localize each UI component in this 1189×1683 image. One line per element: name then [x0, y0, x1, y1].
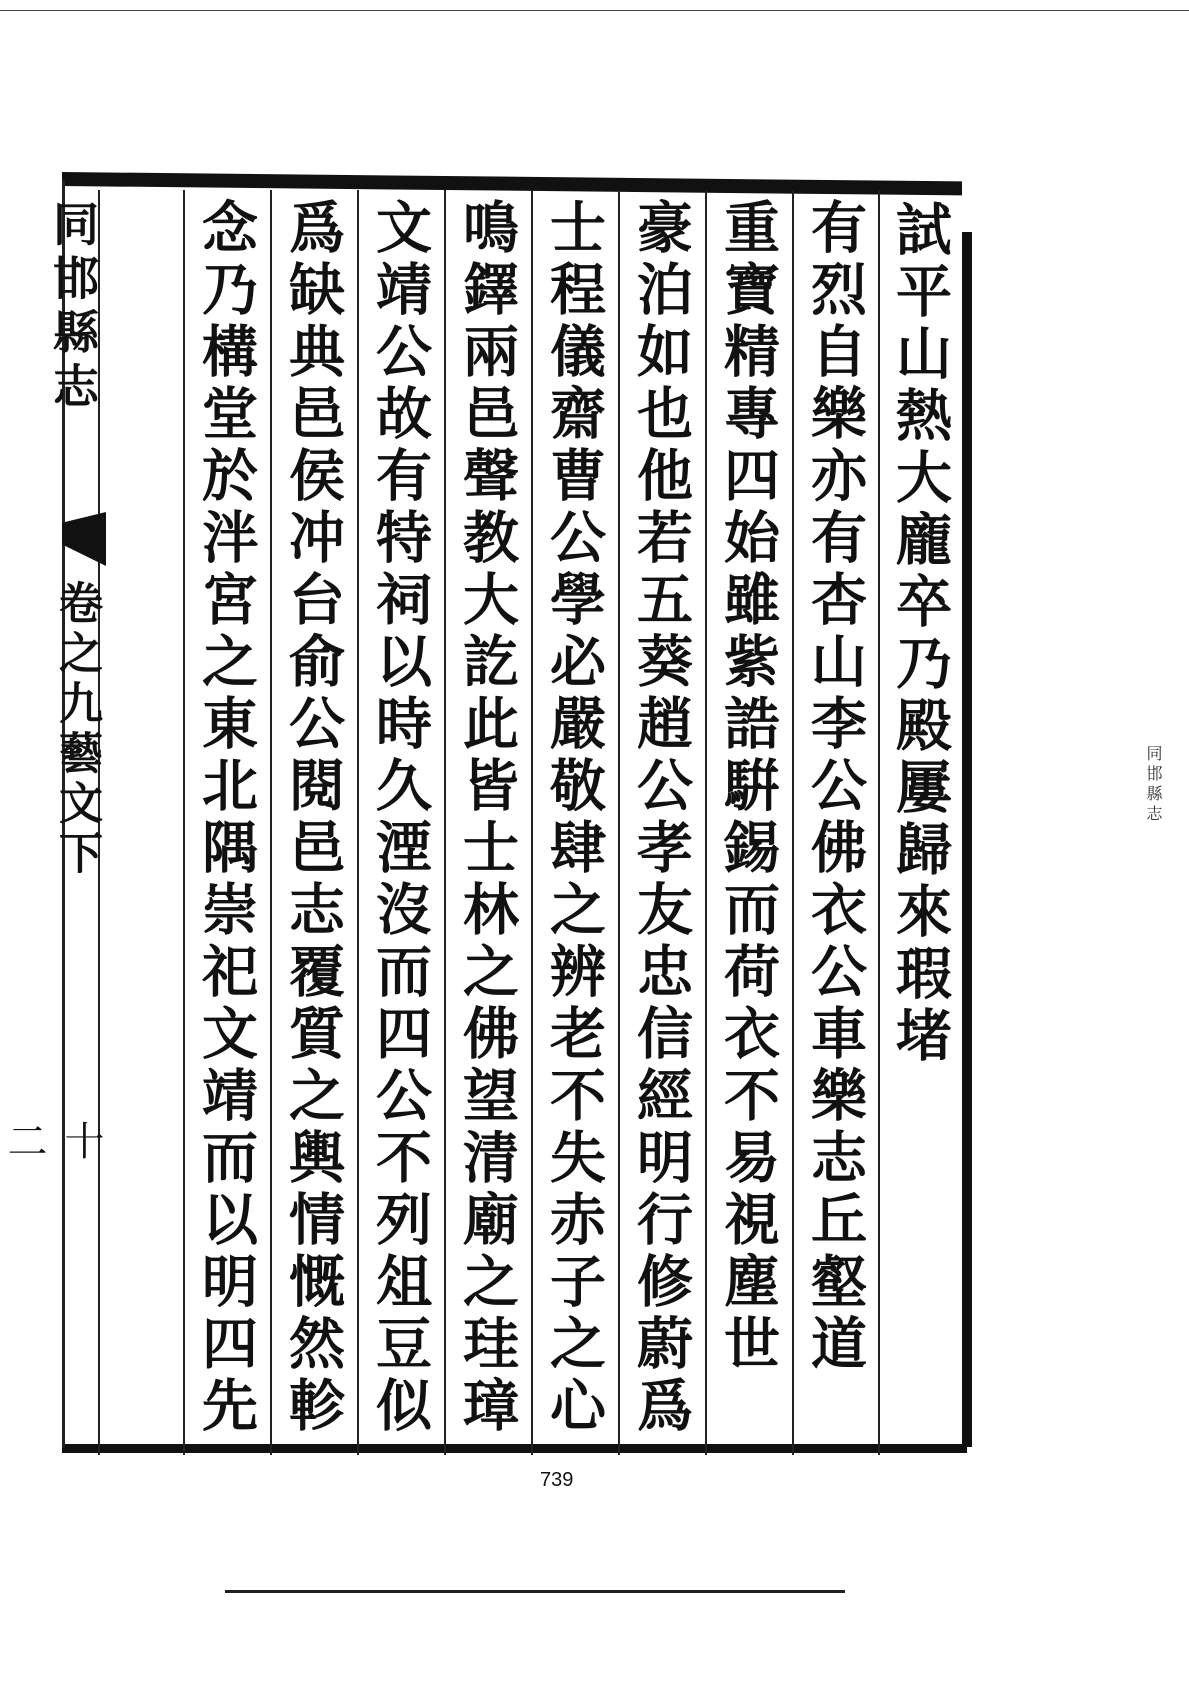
- column-rule: [444, 190, 446, 1455]
- column-rule: [270, 190, 272, 1455]
- text-column-2: 有烈自樂亦有杏山李公佛衣公車樂志丘壑道: [802, 198, 868, 1376]
- text-column-1: 試平山熱大龐卒乃殿屢歸來瑕堵: [887, 200, 953, 1068]
- bottom-rule: [225, 1590, 845, 1593]
- gutter-leaf-number: 十二: [1, 1120, 104, 1160]
- column-rule: [618, 190, 620, 1455]
- text-column-8: 爲缺典邑侯冲台俞公閱邑志覆質之輿情慨然軫: [280, 198, 346, 1438]
- column-rule: [357, 190, 359, 1455]
- text-column-5: 士程儀齋曹公學必嚴敬肆之辨老不失赤子之心: [541, 198, 607, 1438]
- column-rule: [792, 190, 794, 1455]
- frame-right-border: [962, 232, 972, 1447]
- gutter-title: 同邯縣志: [46, 200, 100, 416]
- column-rule: [705, 190, 707, 1455]
- text-column-3: 重寶精專四始雖紫誥騈錫而荷衣不易視塵世: [715, 198, 781, 1376]
- column-rule: [183, 190, 185, 1455]
- top-rule: [0, 10, 1189, 11]
- gutter-section-title: 卷之九藝文下: [51, 580, 102, 880]
- frame-top-border: [62, 172, 962, 195]
- column-rule: [531, 190, 533, 1455]
- text-column-4: 豪泊如也他若五葵趙公孝友忠信經明行修蔚爲: [628, 198, 694, 1438]
- text-column-6: 鳴鐸兩邑聲教大訖此皆士林之佛望清廟之珪璋: [454, 198, 520, 1438]
- page-number: 739: [540, 1469, 574, 1491]
- text-column-7: 文靖公故有特祠以時久湮沒而四公不列俎豆似: [367, 198, 433, 1438]
- text-column-9: 念乃構堂於泮宮之東北隅崇祀文靖而以明四先: [193, 198, 259, 1438]
- margin-note: 同邯縣志: [1144, 745, 1163, 825]
